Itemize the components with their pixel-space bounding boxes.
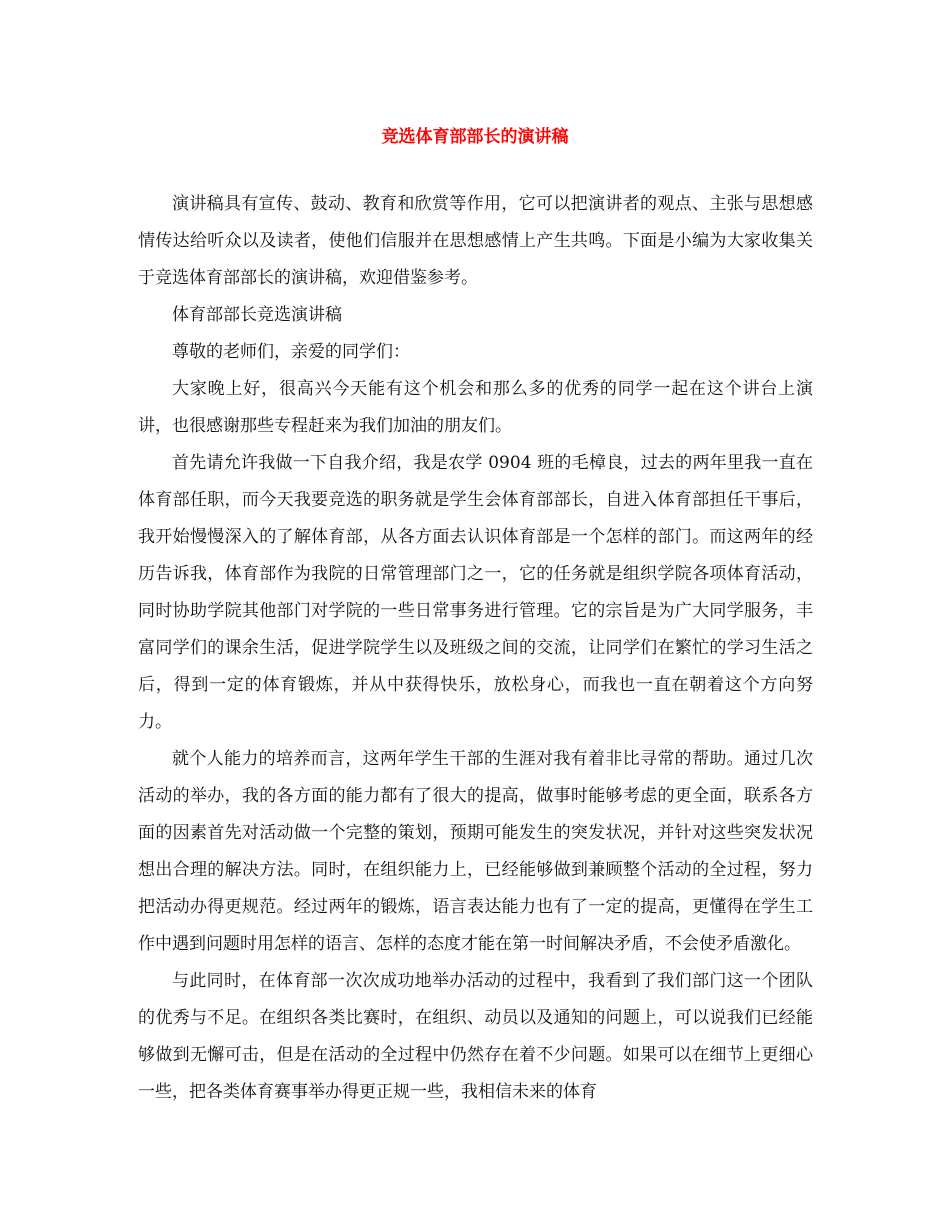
paragraph-self-introduction: 首先请允许我做一下自我介绍，我是农学 0904 班的毛樟良，过去的两年里我一直在体育部任职，而今天我要竞选的职务就是学生会体育部部长，自进入体育部担任干事后，我开始慢慢深入的了解体育部，从各方面去认识体育部是一个怎样的部门。而这两年的经历告诉我，体育部作为我院的日常管理部门之一，它的任务就是组织学院各项体育活动，同时协助学院其他部门对学院的一些日常事务进行管理。它的宗旨是为广大同学服务，丰富同学们的课余生活，促进学院学生以及班级之间的交流，让同学们在繁忙的学习生活之后，得到一定的体育锻炼，并从中获得快乐，放松身心，而我也一直在朝着这个方向努力。 bbox=[138, 453, 813, 732]
paragraph-intro: 演讲稿具有宣传、鼓动、教育和欣赏等作用，它可以把演讲者的观点、主张与思想感情传达给听众以及读者，使他们信服并在思想感情上产生共鸣。下面是小编为大家收集关于竞选体育部部长的演讲稿，欢迎借鉴参考。 bbox=[138, 194, 813, 288]
paragraph-subtitle: 体育部部长竞选演讲稿 bbox=[172, 305, 342, 325]
paragraph-personal-ability: 就个人能力的培养而言，这两年学生干部的生涯对我有着非比寻常的帮助。通过几次活动的举办，我的各方面的能力都有了很大的提高，做事时能够考虑的更全面，联系各方面的因素首先对活动做一个完整的策划，预期可能发生的突发状况，并针对这些突发状况想出合理的解决方法。同时，在组织能力上，已经能够做到兼顾整个活动的全过程，努力把活动办得更规范。经过两年的锻炼，语言表达能力也有了一定的提高，更懂得在学生工作中遇到问题时用怎样的语言、怎样的态度才能在第一时间解决矛盾，不会使矛盾激化。 bbox=[138, 749, 813, 954]
document-title: 竞选体育部部长的演讲稿 bbox=[381, 127, 569, 147]
document-body bbox=[138, 186, 813, 1111]
paragraph-greeting: 大家晚上好，很高兴今天能有这个机会和那么多的优秀的同学一起在这个讲台上演讲，也很感谢那些专程赶来为我们加油的朋友们。 bbox=[138, 379, 813, 436]
paragraph-salutation: 尊敬的老师们，亲爱的同学们： bbox=[172, 342, 410, 362]
paragraph-team-review: 与此同时，在体育部一次次成功地举办活动的过程中，我看到了我们部门这一个团队的优秀与不足。在组织各类比赛时，在组织、动员以及通知的问题上，可以说我们已经能够做到无懈可击，但是在活动的全过程中仍然存在着不少问题。如果可以在细节上更细心一些，把各类体育赛事举办得更正规一些，我相信未来的体育 bbox=[138, 971, 813, 1102]
